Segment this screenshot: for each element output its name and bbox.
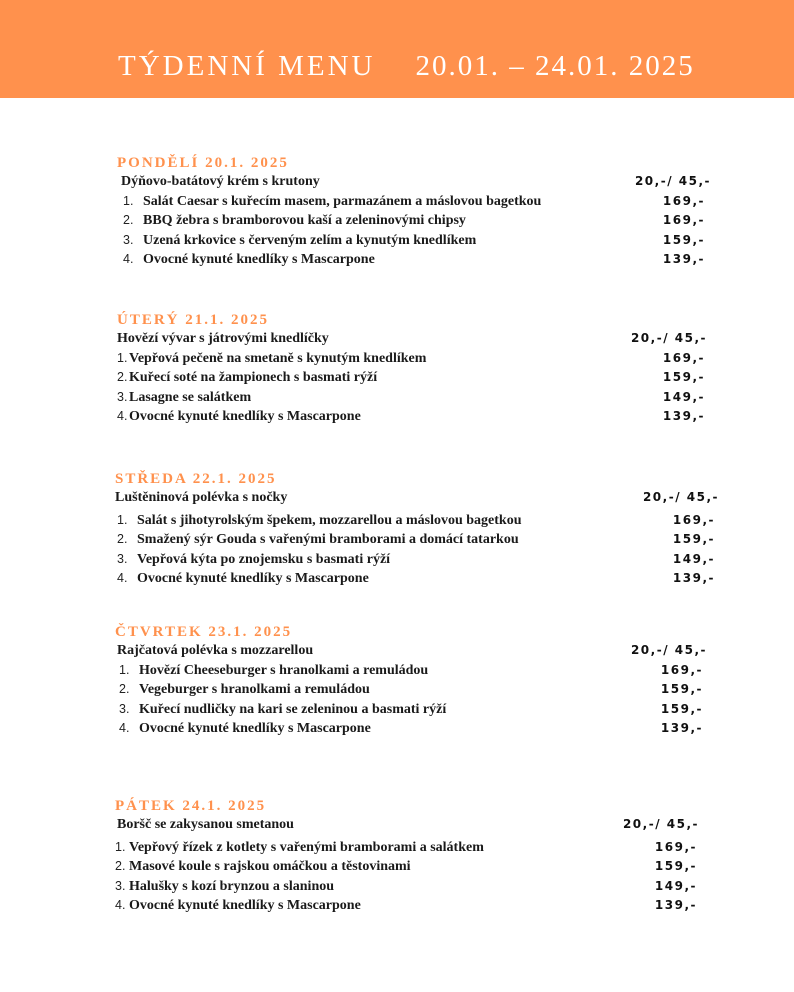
dish-number: 4. — [117, 409, 128, 423]
dish-row — [117, 407, 705, 427]
dish-row — [123, 211, 705, 231]
dish-row — [117, 349, 705, 369]
soup-row — [121, 172, 711, 192]
dish-name: Hovězí Cheeseburger s hranolkami a remuládou — [139, 662, 429, 678]
dish-number: 3. — [117, 551, 128, 566]
dish-price: 169,- — [662, 350, 705, 365]
soup-row — [117, 329, 707, 349]
soup-name: Hovězí vývar s játrovými knedlíčky — [117, 331, 329, 346]
dish-row — [115, 877, 697, 897]
dish-price: 159,- — [660, 701, 703, 716]
date-range: 20.01. – 24.01. 2025 — [415, 50, 695, 82]
soup-price: 20,-/ 45,- — [630, 331, 707, 345]
dish-row — [117, 388, 705, 408]
dish-number: 3. — [119, 701, 130, 716]
day-section-thursday — [115, 623, 707, 739]
dish-row — [123, 250, 705, 270]
soup-row — [117, 815, 699, 835]
dish-row — [117, 368, 705, 388]
day-section-wednesday — [115, 470, 719, 589]
dish-price: 139,- — [660, 721, 703, 735]
dish-price: 139,- — [654, 898, 697, 912]
dish-name: Masové koule s rajskou omáčkou a těstovinami — [129, 859, 411, 874]
menu-title: TÝDENNÍ MENU — [118, 50, 376, 82]
dish-price: 159,- — [662, 232, 705, 247]
soup-name: Boršč se zakysanou smetanou — [117, 817, 294, 832]
dish-name: Vepřový řízek z kotlety s vařenými bramborami a salátkem — [129, 839, 484, 855]
dish-price: 139,- — [672, 571, 715, 585]
dish-name: Salát Caesar s kuřecím masem, parmazánem a máslovou bagetkou — [143, 193, 542, 209]
dish-row — [117, 530, 715, 550]
dish-number: 1. — [117, 512, 128, 527]
dish-row — [115, 857, 697, 877]
dish-number: 2. — [117, 370, 128, 384]
dish-row — [119, 700, 703, 720]
dish-row — [117, 569, 715, 589]
day-section-monday — [117, 154, 711, 270]
dish-name: Lasagne se salátkem — [129, 389, 252, 405]
soup-price: 20,-/ 45,- — [630, 643, 707, 657]
dish-price: 159,- — [654, 859, 697, 873]
soup-name: Dýňovo-batátový krém s krutony — [121, 174, 320, 189]
dish-price: 139,- — [662, 409, 705, 423]
dish-name: Ovocné kynuté knedlíky s Mascarpone — [129, 409, 361, 424]
dish-name: Vepřová kýta po znojemsku s basmati rýží — [137, 551, 391, 567]
dish-row — [119, 719, 703, 739]
day-title: ČTVRTEK 23.1. 2025 — [115, 624, 293, 640]
dish-name: Vegeburger s hranolkami a remuládou — [139, 682, 370, 697]
dish-name: Kuřecí soté na žampionech s basmati rýží — [129, 370, 378, 385]
dish-price: 139,- — [662, 252, 705, 266]
soup-price: 20,-/ 45,- — [642, 490, 719, 504]
dish-price: 169,- — [662, 193, 705, 208]
dish-price: 149,- — [654, 878, 697, 893]
page-title — [118, 50, 695, 83]
dish-name: Salát s jihotyrolským špekem, mozzarellou a máslovou bagetkou — [137, 512, 522, 528]
soup-price: 20,-/ 45,- — [634, 174, 711, 188]
day-title: PONDĚLÍ 20.1. 2025 — [117, 155, 289, 171]
soup-name: Luštěninová polévka s nočky — [115, 490, 288, 505]
dish-number: 3. — [123, 232, 134, 247]
dish-price: 149,- — [662, 389, 705, 404]
dish-name: Smažený sýr Gouda s vařenými bramborami a domácí tatarkou — [137, 532, 519, 547]
header-banner — [0, 0, 794, 98]
day-title: ÚTERÝ 21.1. 2025 — [117, 312, 270, 328]
dish-row — [123, 192, 705, 212]
dish-name: Ovocné kynuté knedlíky s Mascarpone — [139, 721, 371, 736]
dish-price: 169,- — [660, 662, 703, 677]
dish-name: Ovocné kynuté knedlíky s Mascarpone — [129, 898, 361, 913]
dish-number: 4. — [119, 721, 130, 735]
dish-number: 4. — [123, 252, 134, 266]
dish-number: 1. — [123, 193, 134, 208]
soup-price: 20,-/ 45,- — [622, 817, 699, 831]
dish-number: 2. — [115, 859, 126, 873]
dish-name: Uzená krkovice s červeným zelím a kynutým knedlíkem — [143, 232, 477, 248]
day-title: STŘEDA 22.1. 2025 — [115, 471, 277, 487]
dish-number: 4. — [117, 571, 128, 585]
dish-row — [117, 511, 715, 531]
dish-number: 2. — [123, 213, 134, 227]
dish-number: 1. — [117, 350, 128, 365]
dish-row — [115, 896, 697, 916]
dish-row — [117, 550, 715, 570]
soup-name: Rajčatová polévka s mozzarellou — [117, 643, 314, 658]
dish-name: Kuřecí nudličky na kari se zeleninou a basmati rýží — [139, 701, 447, 717]
dish-number: 2. — [117, 532, 128, 546]
soup-row — [117, 641, 707, 661]
dish-row — [115, 838, 697, 858]
dish-number: 4. — [115, 898, 126, 912]
soup-row — [115, 488, 719, 508]
dish-price: 169,- — [672, 512, 715, 527]
dish-price: 159,- — [672, 532, 715, 546]
dish-number: 1. — [115, 839, 126, 854]
dish-price: 149,- — [672, 551, 715, 566]
dish-price: 169,- — [662, 213, 705, 227]
dish-name: Vepřová pečeně na smetaně s kynutým knedlíkem — [129, 350, 427, 366]
dish-row — [119, 661, 703, 681]
day-section-friday — [115, 797, 699, 916]
dish-row — [123, 231, 705, 251]
dish-number: 2. — [119, 682, 130, 696]
dish-price: 159,- — [660, 682, 703, 696]
dish-name: Ovocné kynuté knedlíky s Mascarpone — [143, 252, 375, 267]
dish-row — [119, 680, 703, 700]
dish-number: 3. — [115, 878, 126, 893]
dish-price: 169,- — [654, 839, 697, 854]
dish-name: Ovocné kynuté knedlíky s Mascarpone — [137, 571, 369, 586]
dish-number: 1. — [119, 662, 130, 677]
dish-number: 3. — [117, 389, 128, 404]
day-title: PÁTEK 24.1. 2025 — [115, 798, 267, 814]
dish-price: 159,- — [662, 370, 705, 384]
dish-name: Halušky s kozí brynzou a slaninou — [129, 878, 335, 894]
dish-name: BBQ žebra s bramborovou kaší a zeleninovými chipsy — [143, 213, 466, 228]
day-section-tuesday — [117, 311, 707, 427]
